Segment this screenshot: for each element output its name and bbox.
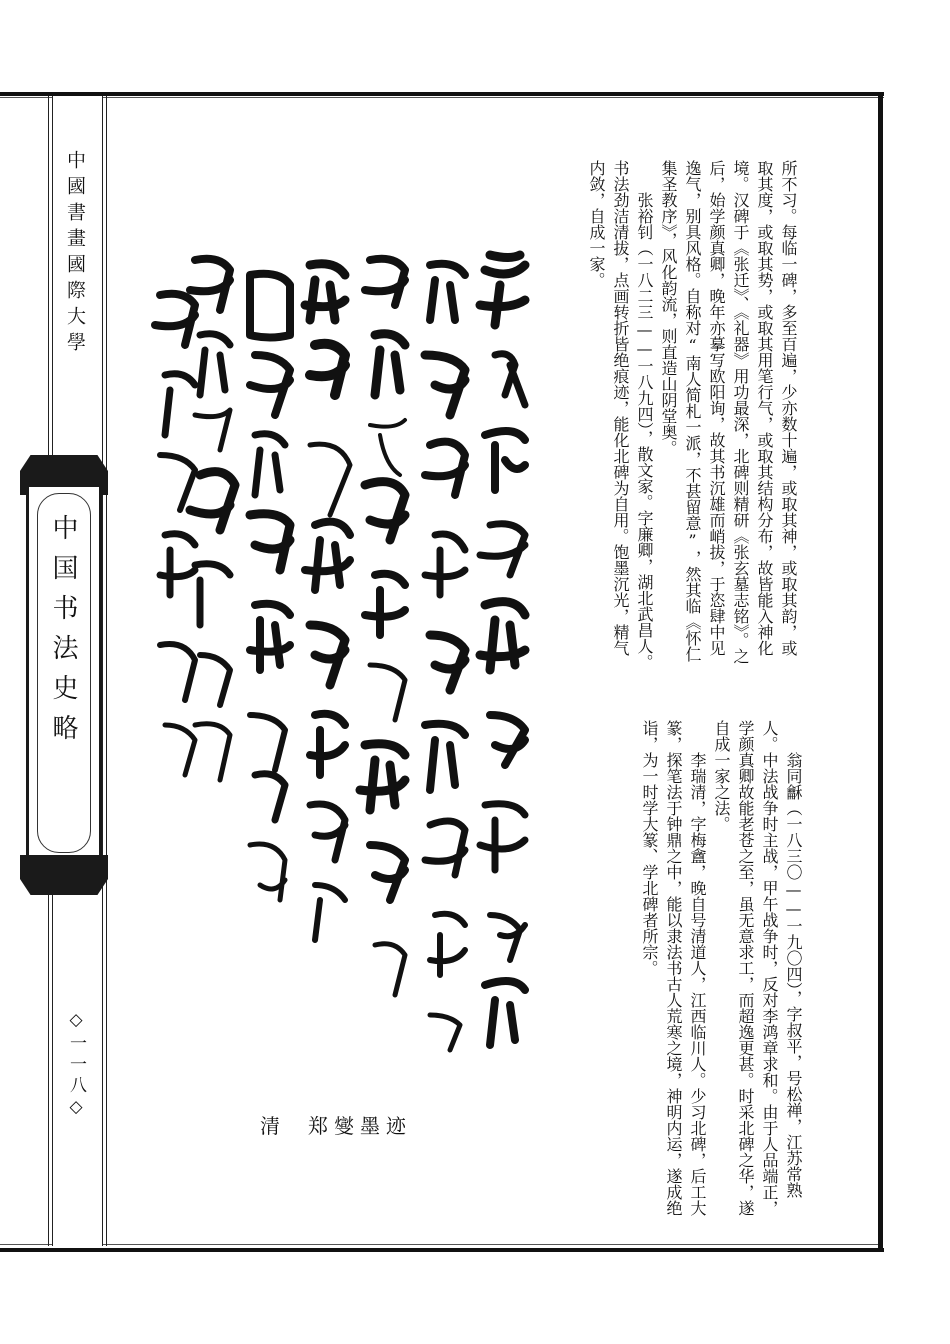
body-text-lower <box>565 720 805 1220</box>
frame-bottom-shadow <box>0 1244 878 1245</box>
caption-dynasty: 清 <box>260 1114 286 1138</box>
plate-inner-border <box>37 493 91 853</box>
book-title: 中国书法史略 <box>48 514 78 754</box>
frame-top-shadow <box>0 97 884 98</box>
figure-caption <box>260 1110 434 1139</box>
frame-bottom-rule <box>0 1248 884 1252</box>
frame-top-rule <box>0 92 884 96</box>
paragraph: 李瑞清，字梅盦，晚自号清道人，江西临川人。少习北碑，后工大篆，探笔法于钟鼎之中，能以隶法书古人荒寒之境，神明内运，遂成绝诣，为一时学大篆、学北碑者所宗。 <box>640 720 707 1216</box>
paragraph: 张裕钊（一八二三——一八九四），散文家。字廉卿，湖北武昌人。书法劲洁清拔，点画转折皆绝痕迹，能化北碑为自用。饱墨沉光，精气内敛，自成一家。 <box>587 160 654 670</box>
plate-cap-bottom <box>20 855 108 895</box>
body-text-upper <box>560 160 800 670</box>
calligraphy-image <box>150 245 545 1065</box>
paragraph: 翁同龢（一八三〇——一九〇四），字叔平，号松禅，江苏常熟人。中法战争时主战，甲午战争时，反对李鸿章求和。由于人品端正，学颜真卿故能老苍之至，虽无意求工，而超逸更甚。时采北碑之华，遂自成一家之法。 <box>712 720 803 1216</box>
caption-title: 郑燮墨迹 <box>308 1114 412 1138</box>
publisher-name: 中國書畫國際大學 <box>64 150 86 358</box>
book-title-plate <box>20 455 108 895</box>
paragraph: 所不习。每临一碑，多至百遍，少亦数十遍，或取其神，或取其韵，或取其度，或取其势，或取其用笔行气，或取其结构分布，故皆能入神化境。汉碑于《张迁》、《礼器》用功最深，北碑则精研《张玄墓志铭》。之后，始学颜真卿，晚年亦摹写欧阳询，故其书沉雄而峭拔，于恣肆中见逸气，别具风格。自称对“南人简札一派，不甚留意”，然其临《怀仁集圣教序》，风化韵流，则直造山阴堂奥。 <box>659 160 798 664</box>
frame-right-rule <box>878 92 883 1252</box>
plate-body <box>26 487 102 863</box>
page-number: ◇一一八◇ <box>66 1010 86 1121</box>
